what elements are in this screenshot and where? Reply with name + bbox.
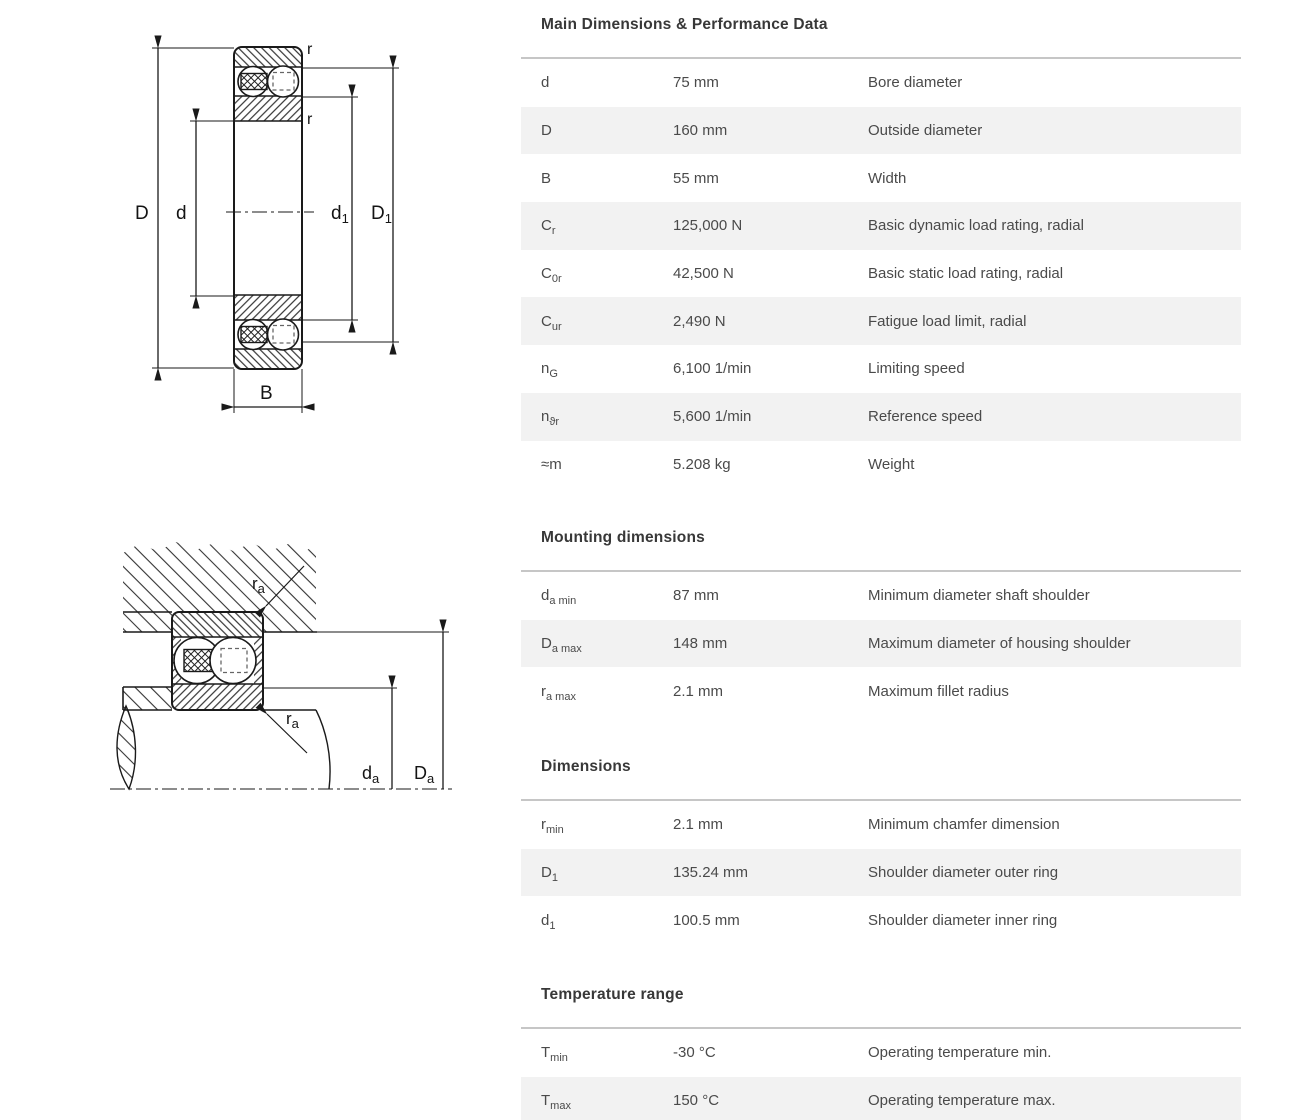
label-shoulder-diameter-outer bbox=[371, 203, 392, 226]
symbol-base: C bbox=[541, 217, 552, 235]
spec-symbol bbox=[521, 265, 673, 286]
spec-row bbox=[521, 1029, 1241, 1077]
spec-symbol bbox=[521, 911, 673, 932]
bearing-mounting-diagram bbox=[0, 500, 475, 820]
spec-value: 150 °C bbox=[673, 1092, 720, 1110]
symbol-base: r bbox=[541, 682, 546, 700]
symbol-sub: a min bbox=[549, 595, 577, 608]
label-ra-bottom-base: r bbox=[286, 709, 292, 728]
symbol-base: C bbox=[541, 265, 552, 283]
spec-symbol bbox=[521, 312, 673, 333]
symbol-base: T bbox=[541, 1092, 551, 1110]
symbol-base: D bbox=[541, 122, 552, 140]
label-D1-sub: 1 bbox=[384, 211, 392, 226]
label-chamfer-r-top: r bbox=[307, 41, 313, 58]
symbol-base: d bbox=[541, 911, 550, 929]
spec-description: Basic dynamic load rating, radial bbox=[868, 217, 1084, 235]
spec-value: -30 °C bbox=[673, 1044, 716, 1062]
spec-symbol bbox=[521, 217, 673, 238]
spec-value: 6,100 1/min bbox=[673, 360, 752, 378]
spec-description: Weight bbox=[868, 455, 915, 473]
spec-row bbox=[521, 441, 1241, 489]
spec-value: 125,000 N bbox=[673, 217, 743, 235]
spec-value: 55 mm bbox=[673, 169, 719, 187]
spec-value: 100.5 mm bbox=[673, 911, 740, 929]
spec-description: Operating temperature min. bbox=[868, 1044, 1052, 1062]
symbol-sub: ur bbox=[551, 320, 562, 333]
dim-d1-extensions bbox=[302, 97, 358, 320]
section-dimensions bbox=[521, 756, 1241, 944]
spec-value: 5,600 1/min bbox=[673, 408, 752, 426]
dim-D-extensions bbox=[152, 48, 234, 368]
spec-row bbox=[521, 620, 1241, 668]
spec-description: Minimum chamfer dimension bbox=[868, 816, 1060, 834]
symbol-sub: r bbox=[551, 225, 556, 238]
spec-description: Maximum fillet radius bbox=[868, 682, 1009, 700]
label-bore-diameter: d bbox=[176, 203, 187, 224]
spec-description: Fatigue load limit, radial bbox=[868, 312, 1027, 330]
label-outside-diameter: D bbox=[135, 203, 149, 224]
spec-row bbox=[521, 393, 1241, 441]
label-width: B bbox=[260, 383, 273, 404]
spec-symbol bbox=[521, 1044, 673, 1065]
label-ra-bottom-sub: a bbox=[291, 716, 299, 731]
symbol-sub: max bbox=[550, 1100, 571, 1113]
label-chamfer-r-bottom: r bbox=[307, 111, 313, 128]
label-da bbox=[362, 763, 380, 786]
spec-description: Minimum diameter shaft shoulder bbox=[868, 587, 1090, 605]
spec-row bbox=[521, 896, 1241, 944]
spec-symbol bbox=[521, 408, 673, 429]
shaft-shoulder bbox=[123, 687, 172, 710]
spec-description: Maximum diameter of housing shoulder bbox=[868, 635, 1131, 653]
spec-symbol bbox=[521, 122, 673, 139]
spec-symbol bbox=[521, 360, 673, 381]
symbol-sub: min bbox=[550, 1052, 568, 1065]
bearing-section-diagram bbox=[0, 0, 470, 440]
spec-description: Basic static load rating, radial bbox=[868, 265, 1064, 283]
spec-table bbox=[521, 1027, 1241, 1120]
spec-row bbox=[521, 297, 1241, 345]
symbol-sub: ϑr bbox=[549, 416, 560, 429]
spec-value: 75 mm bbox=[673, 74, 719, 92]
spec-row bbox=[521, 849, 1241, 897]
section-title: Dimensions bbox=[541, 758, 631, 775]
spec-description: Reference speed bbox=[868, 408, 983, 426]
symbol-base: ≈m bbox=[541, 455, 562, 473]
spec-row bbox=[521, 1077, 1241, 1120]
spec-symbol bbox=[521, 864, 673, 885]
spec-value: 5.208 kg bbox=[673, 455, 731, 473]
spec-row bbox=[521, 59, 1241, 107]
symbol-sub: 0r bbox=[551, 273, 562, 286]
spec-symbol bbox=[521, 456, 673, 473]
spec-table bbox=[521, 57, 1241, 488]
spec-row bbox=[521, 154, 1241, 202]
label-ra-top-base: r bbox=[252, 574, 258, 593]
label-D1-base: D bbox=[371, 203, 385, 224]
section-main-dimensions bbox=[521, 14, 1241, 488]
spec-row bbox=[521, 250, 1241, 298]
symbol-sub: G bbox=[549, 368, 558, 381]
spec-value: 42,500 N bbox=[673, 265, 734, 283]
section-title: Temperature range bbox=[541, 986, 684, 1003]
spec-row bbox=[521, 345, 1241, 393]
spec-description: Shoulder diameter inner ring bbox=[868, 911, 1058, 929]
symbol-base: d bbox=[541, 74, 550, 92]
label-Da-base: D bbox=[414, 763, 427, 783]
symbol-base: C bbox=[541, 312, 552, 330]
spec-description: Limiting speed bbox=[868, 360, 965, 378]
spec-symbol bbox=[521, 682, 673, 703]
spec-value: 2.1 mm bbox=[673, 682, 724, 700]
label-Da-sub: a bbox=[427, 771, 435, 786]
label-ra-bottom bbox=[286, 709, 300, 731]
spec-value: 87 mm bbox=[673, 587, 719, 605]
spec-value: 135.24 mm bbox=[673, 864, 749, 882]
section-title: Mounting dimensions bbox=[541, 529, 705, 546]
spec-description: Width bbox=[868, 169, 907, 187]
spec-value: 2,490 N bbox=[673, 312, 726, 330]
spec-value: 148 mm bbox=[673, 635, 728, 653]
symbol-sub: a max bbox=[551, 643, 582, 656]
symbol-sub: a max bbox=[546, 690, 576, 703]
spec-row bbox=[521, 667, 1241, 715]
spec-symbol bbox=[521, 74, 673, 91]
label-da-sub: a bbox=[372, 771, 380, 786]
shaft-break-lens bbox=[117, 706, 135, 789]
spec-table bbox=[521, 799, 1241, 944]
spec-description: Operating temperature max. bbox=[868, 1092, 1056, 1110]
spec-description: Bore diameter bbox=[868, 74, 963, 92]
symbol-base: r bbox=[541, 816, 546, 834]
section-temperature-range bbox=[521, 984, 1241, 1120]
spec-table bbox=[521, 570, 1241, 715]
symbol-base: D bbox=[541, 635, 552, 653]
symbol-base: n bbox=[541, 408, 550, 426]
label-ra-top-sub: a bbox=[257, 581, 265, 596]
label-d1-base: d bbox=[331, 203, 342, 224]
spec-description: Outside diameter bbox=[868, 122, 983, 140]
spec-row bbox=[521, 801, 1241, 849]
spec-value: 2.1 mm bbox=[673, 816, 724, 834]
shaft-break-line bbox=[316, 710, 330, 789]
spec-symbol bbox=[521, 170, 673, 187]
spec-row bbox=[521, 107, 1241, 155]
spec-symbol bbox=[521, 587, 673, 608]
label-Da bbox=[414, 763, 435, 786]
symbol-base: B bbox=[541, 169, 552, 187]
section-title: Main Dimensions & Performance Data bbox=[541, 16, 828, 33]
spec-description: Shoulder diameter outer ring bbox=[868, 864, 1059, 882]
spec-row bbox=[521, 202, 1241, 250]
label-d1-sub: 1 bbox=[341, 211, 349, 226]
label-shoulder-diameter-inner bbox=[331, 203, 349, 226]
symbol-sub: min bbox=[546, 824, 564, 837]
spec-value: 160 mm bbox=[673, 122, 728, 140]
symbol-base: d bbox=[541, 587, 550, 605]
label-da-base: d bbox=[362, 763, 373, 783]
spec-symbol bbox=[521, 816, 673, 837]
symbol-base: T bbox=[541, 1044, 551, 1062]
symbol-base: D bbox=[541, 864, 552, 882]
symbol-sub: 1 bbox=[549, 919, 556, 932]
spec-symbol bbox=[521, 1092, 673, 1113]
symbol-sub: 1 bbox=[551, 872, 558, 885]
symbol-base: n bbox=[541, 360, 550, 378]
spec-row bbox=[521, 572, 1241, 620]
section-mounting-dimensions bbox=[521, 527, 1241, 715]
spec-symbol bbox=[521, 635, 673, 656]
